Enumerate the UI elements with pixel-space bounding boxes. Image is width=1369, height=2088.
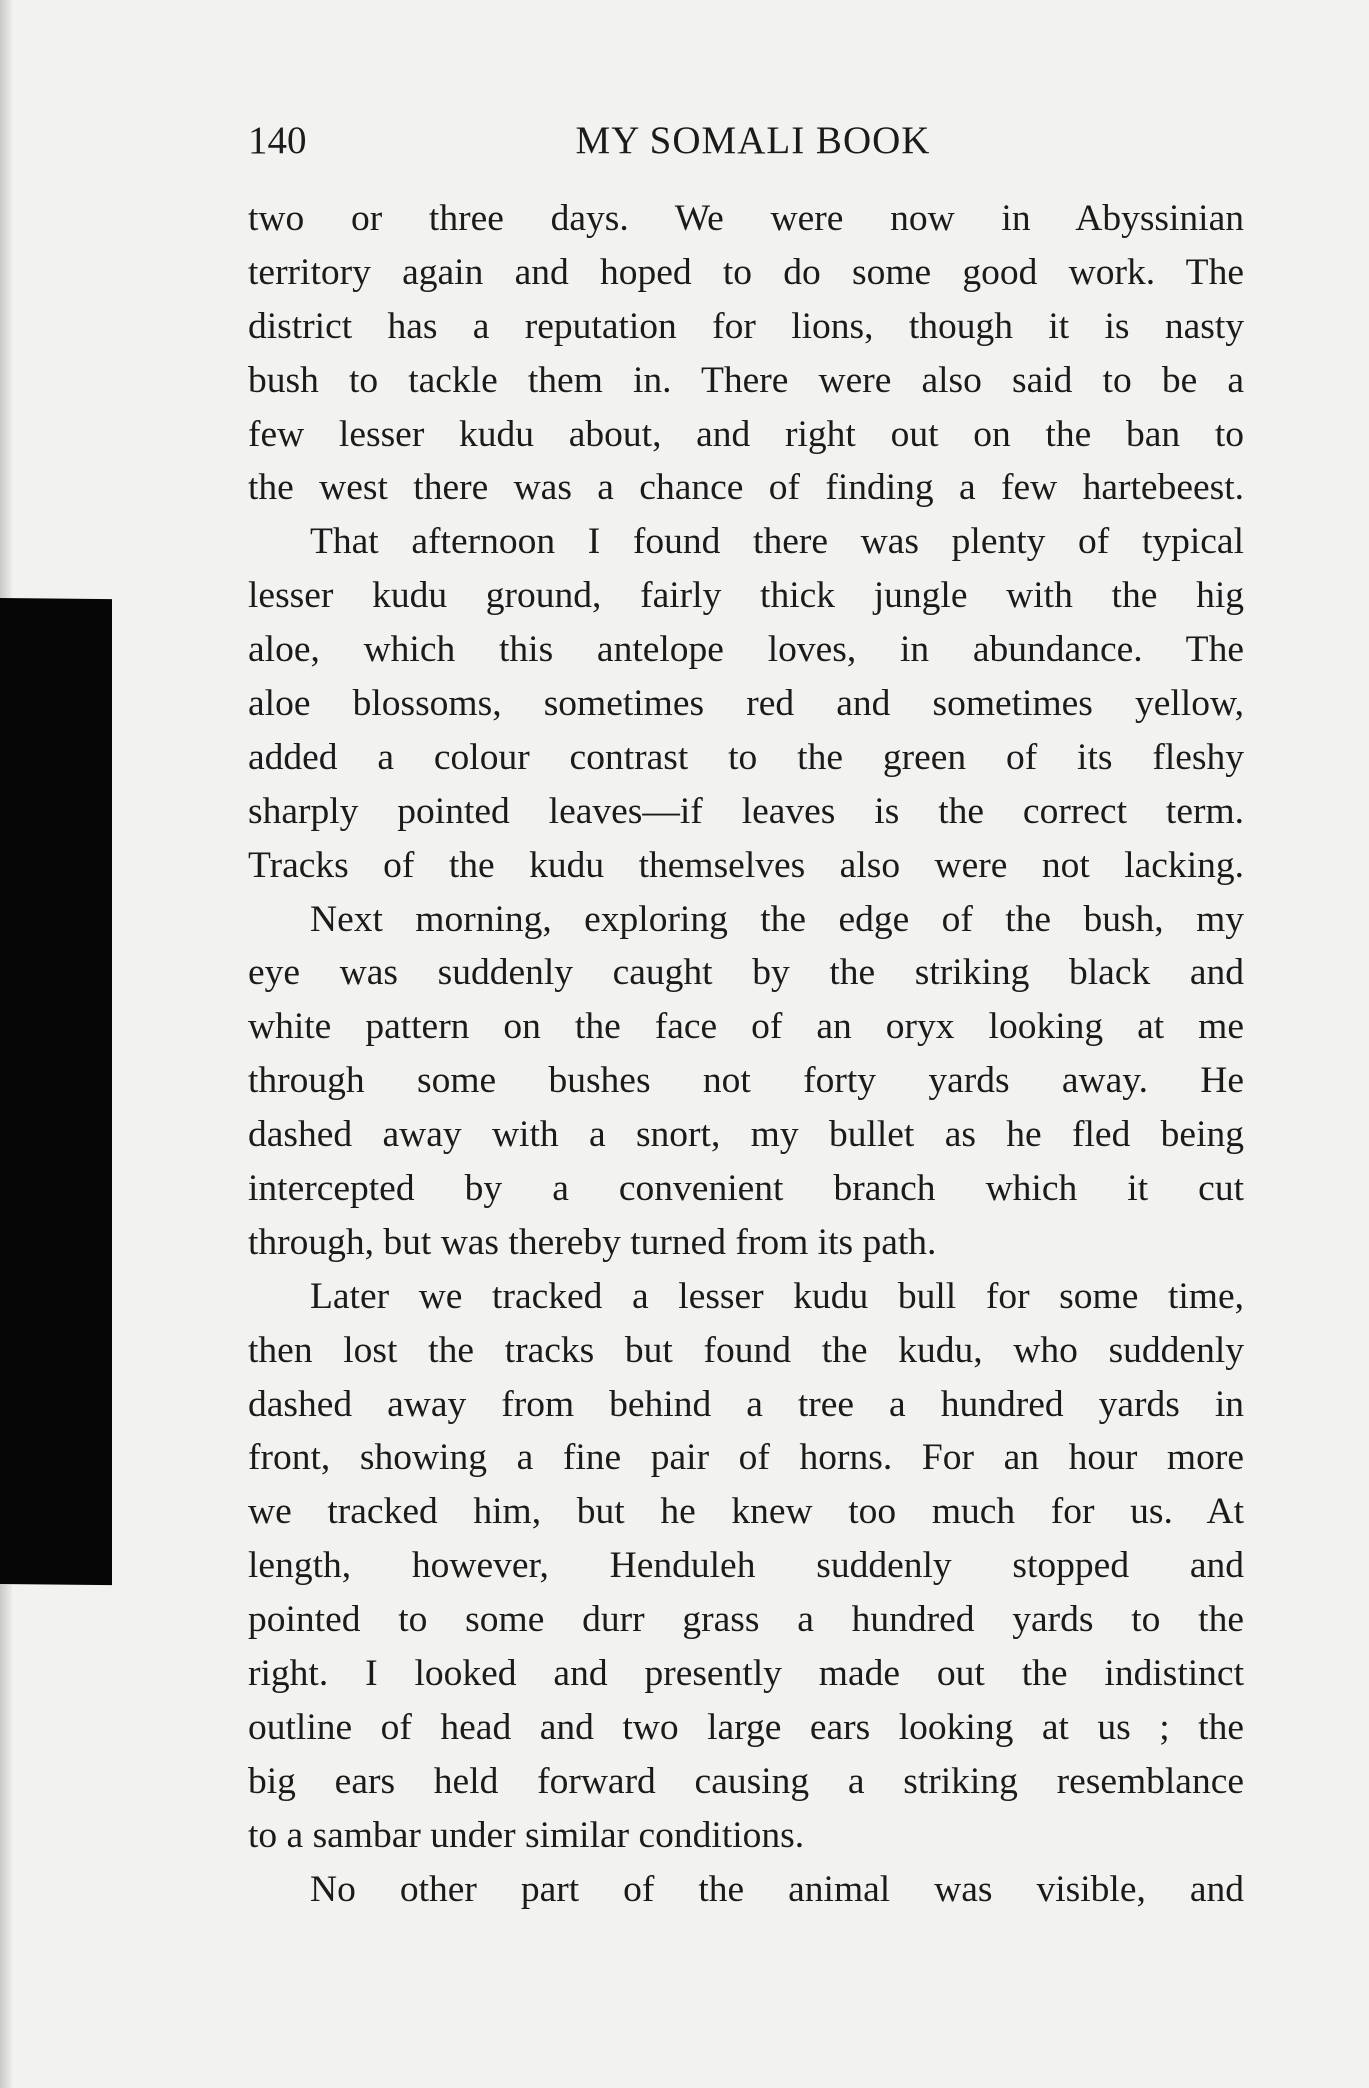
text-line: added a colour contrast to the green of its fleshy [248, 736, 1244, 778]
text-line: district has a reputation for lions, though it is nasty [248, 305, 1244, 347]
body-text [248, 192, 1244, 1917]
page-number: 140 [248, 119, 307, 162]
text-line: eye was suddenly caught by the striking black and [248, 952, 1244, 994]
text-line: aloe, which this antelope loves, in abundance. The [248, 629, 1244, 671]
text-line: lesser kudu ground, fairly thick jungle with the hig [248, 575, 1244, 617]
text-line: dashed away with a snort, my bullet as he fled being [248, 1114, 1244, 1156]
text-line: territory again and hoped to do some good work. The [248, 251, 1244, 293]
text-line: few lesser kudu about, and right out on the ban to [248, 413, 1244, 455]
text-line: then lost the tracks but found the kudu, who suddenly [248, 1329, 1244, 1371]
text-line: length, however, Henduleh suddenly stopped and [248, 1545, 1244, 1587]
text-line: front, showing a fine pair of horns. For an hour more [248, 1437, 1244, 1479]
paragraph-last-line: through, but was thereby turned from its path. [248, 1221, 937, 1263]
black-scan-margin [0, 598, 112, 1585]
paragraph-first-line: No other part of the animal was visible, and [310, 1868, 1244, 1910]
text-line: white pattern on the face of an oryx looking at me [248, 1006, 1244, 1048]
text-line: bush to tackle them in. There were also said to be a [248, 359, 1244, 401]
paragraph-first-line: Next morning, exploring the edge of the bush, my [310, 898, 1244, 940]
paragraph-first-line: That afternoon I found there was plenty of typical [310, 521, 1244, 563]
text-line: through some bushes not forty yards away. He [248, 1060, 1244, 1102]
text-line: big ears held forward causing a striking resemblance [248, 1760, 1244, 1802]
text-line: the west there was a chance of finding a few hartebeest. [248, 467, 1244, 509]
text-line: aloe blossoms, sometimes red and sometimes yellow, [248, 683, 1244, 725]
paragraph-last-line: to a sambar under similar conditions. [248, 1814, 805, 1856]
text-line: two or three days. We were now in Abyssinian [248, 198, 1244, 239]
text-line: we tracked him, but he knew too much for us. At [248, 1491, 1244, 1533]
text-line: Tracks of the kudu themselves also were not lacking. [248, 844, 1244, 886]
text-line: intercepted by a convenient branch which it cut [248, 1168, 1244, 1210]
paragraph-first-line: Later we tracked a lesser kudu bull for some time, [310, 1275, 1244, 1317]
text-line: pointed to some durr grass a hundred yards to the [248, 1599, 1244, 1641]
text-line: right. I looked and presently made out the indistinct [248, 1653, 1244, 1695]
running-head [248, 118, 1258, 174]
text-line: sharply pointed leaves—if leaves is the correct term. [248, 790, 1244, 832]
book-title: MY SOMALI BOOK [575, 119, 931, 162]
text-line: outline of head and two large ears looking at us ; the [248, 1706, 1244, 1748]
text-line: dashed away from behind a tree a hundred yards in [248, 1383, 1244, 1425]
